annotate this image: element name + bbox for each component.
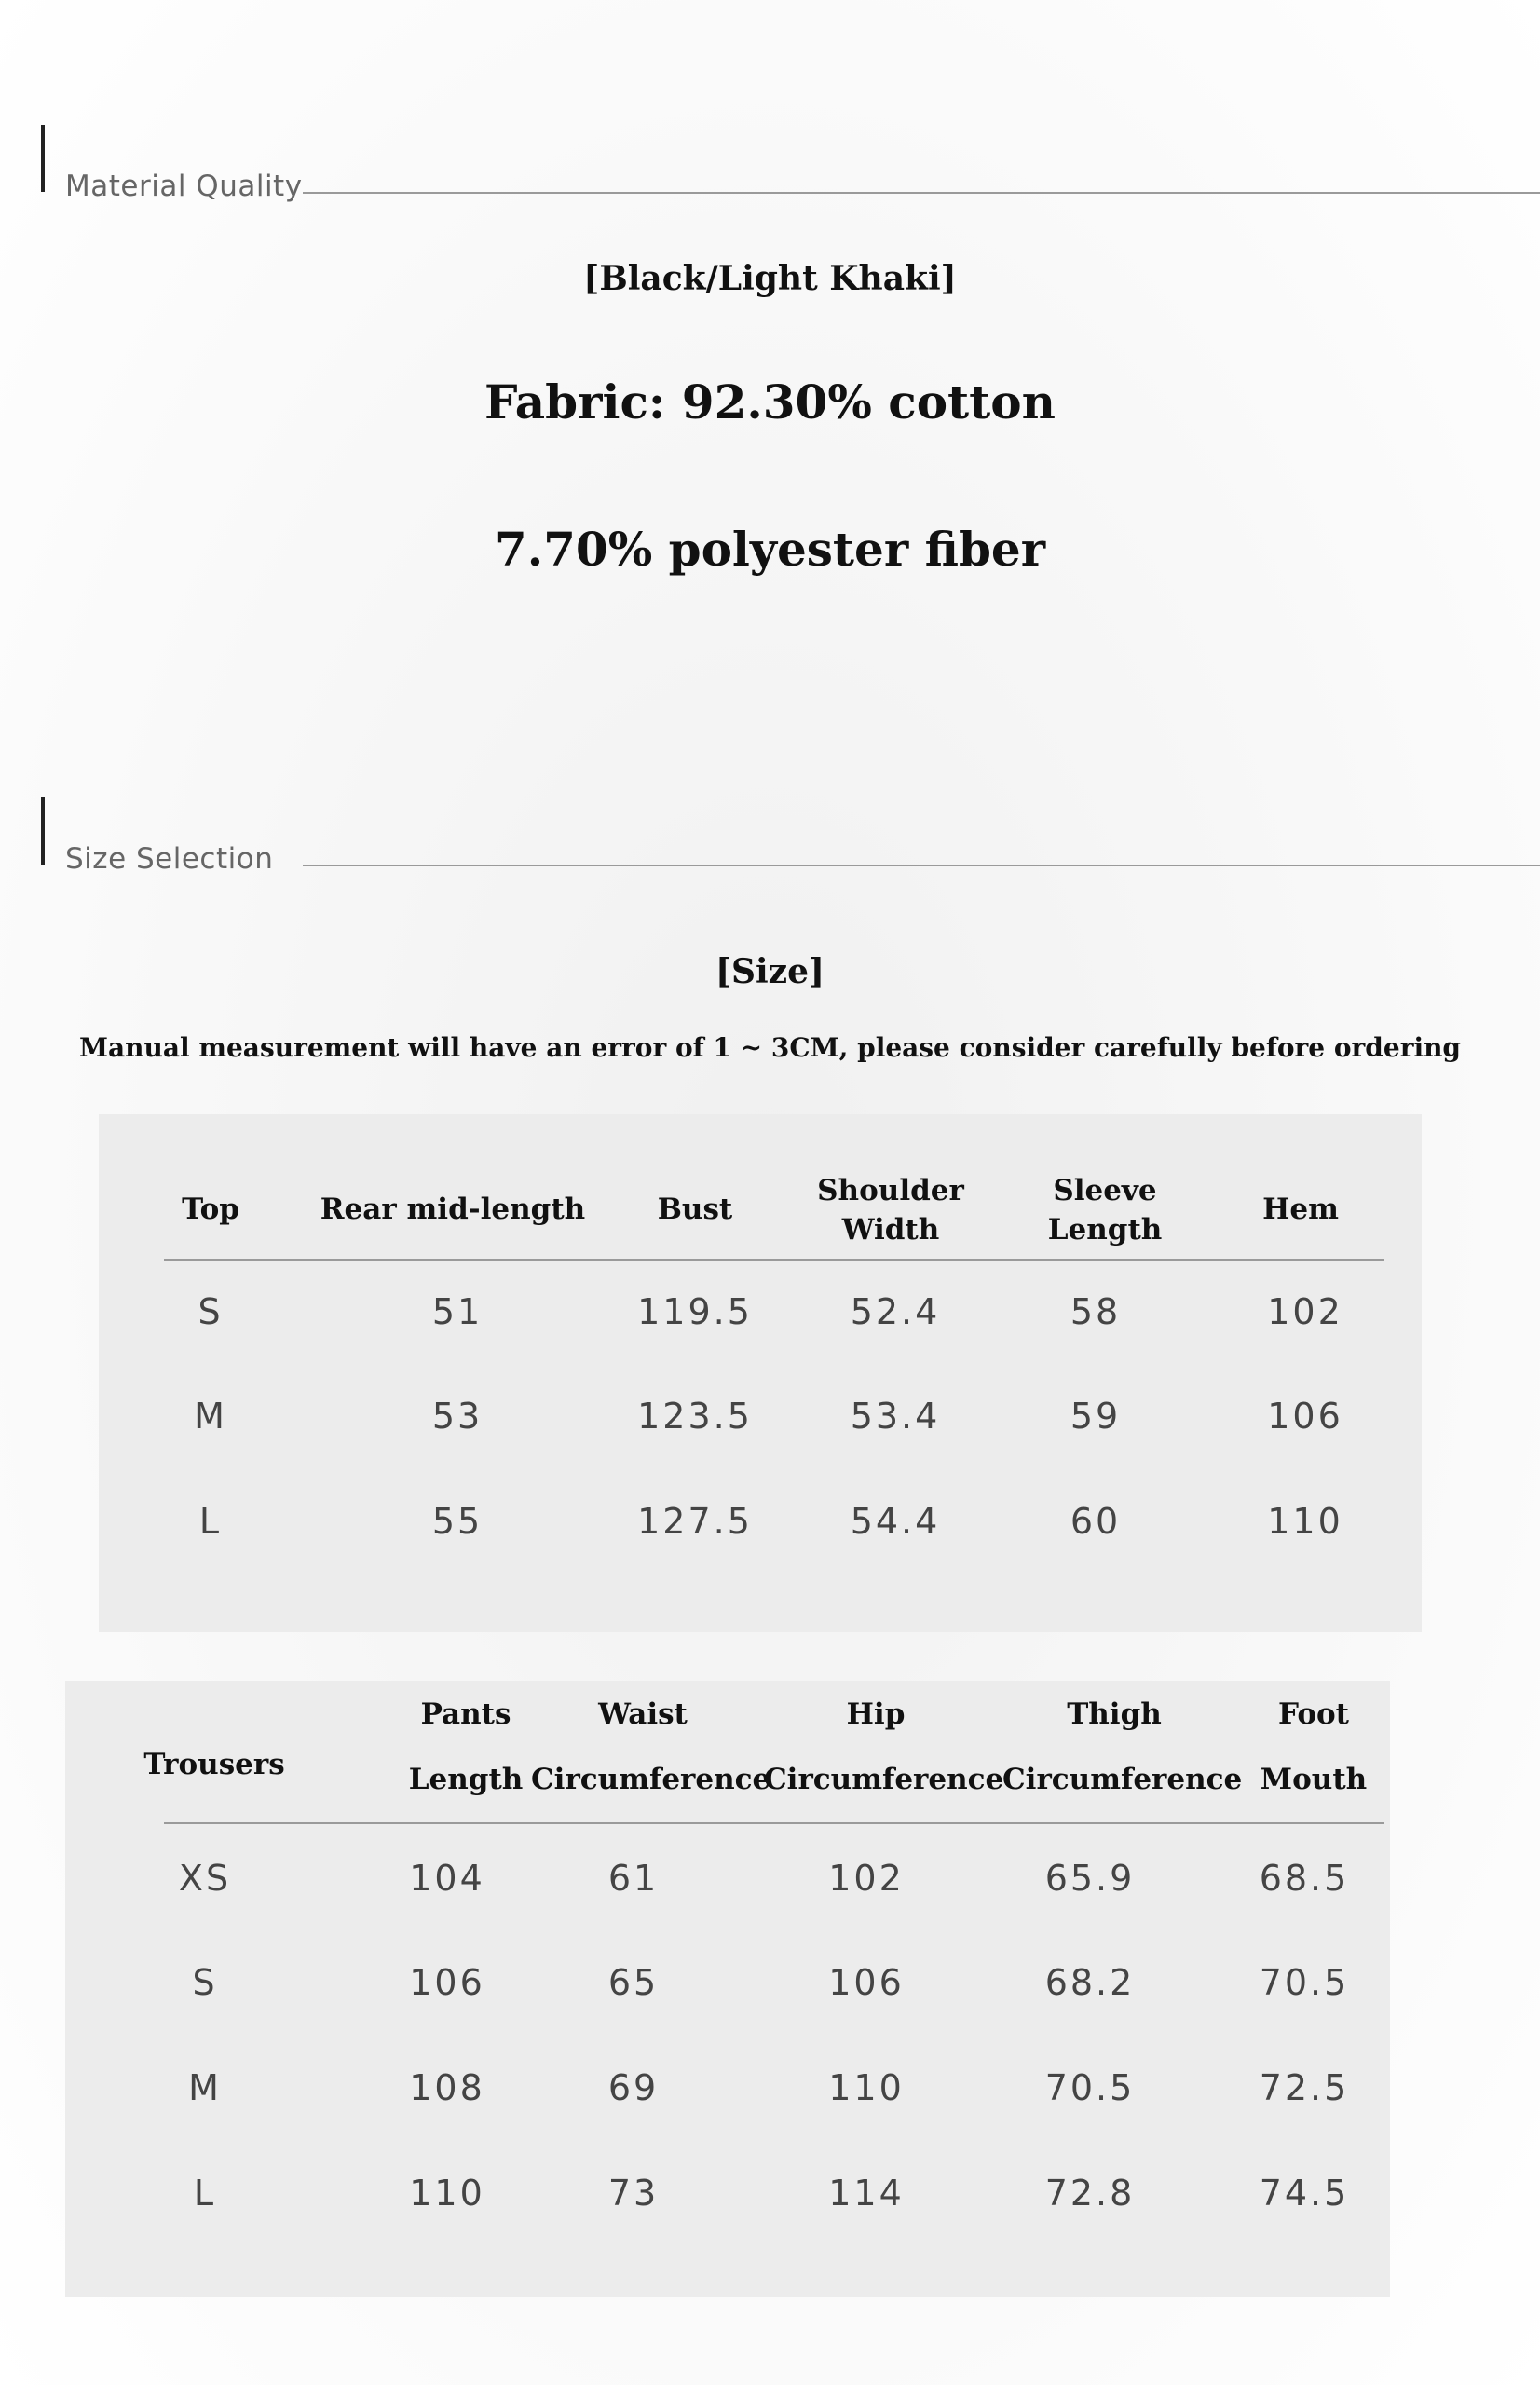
trousers-cell: 108 (409, 2067, 485, 2108)
trousers-header-line1: Foot (1278, 1697, 1349, 1731)
top-cell: 55 (431, 1501, 484, 1542)
trousers-cell: 72.5 (1259, 2067, 1350, 2108)
trousers-cell: L (193, 2173, 217, 2214)
trousers-cell: 70.5 (1259, 1962, 1350, 2003)
trousers-header-line1: Pants (420, 1697, 511, 1731)
trousers-cell: 68.2 (1044, 1962, 1136, 2003)
trousers-header-line2: Mouth (1260, 1763, 1368, 1796)
trousers-cell: 74.5 (1259, 2173, 1350, 2214)
top-cell: S (198, 1291, 224, 1332)
trousers-cell: 106 (409, 1962, 485, 2003)
material-quality-header (0, 121, 1540, 205)
trousers-cell: 65 (607, 1962, 660, 2003)
section-label: Material Quality (65, 170, 303, 203)
trousers-cell: 68.5 (1259, 1858, 1350, 1899)
top-header-top: Top (182, 1192, 239, 1226)
top-cell: 127.5 (637, 1501, 753, 1542)
trousers-header-line1: Thigh (1067, 1697, 1162, 1731)
trousers-header-line1: Waist (598, 1697, 688, 1731)
top-header-bust: Bust (657, 1192, 733, 1226)
top-cell: 110 (1267, 1501, 1343, 1542)
section-rule (303, 865, 1540, 866)
trousers-cell: 110 (828, 2067, 905, 2108)
trousers-cell: 102 (828, 1858, 905, 1899)
top-cell: 59 (1070, 1396, 1122, 1437)
top-header-hem: Hem (1262, 1192, 1339, 1226)
top-cell: 51 (431, 1291, 484, 1332)
trousers-cell: 69 (607, 2067, 660, 2108)
top-cell: 60 (1070, 1501, 1122, 1542)
trousers-cell: 73 (607, 2173, 660, 2214)
top-cell: 123.5 (637, 1396, 753, 1437)
fabric-line-2: 7.70% polyester fiber (494, 522, 1046, 577)
section-rule (303, 192, 1540, 194)
section-bar (41, 125, 45, 192)
size-selection-header (0, 794, 1540, 878)
trousers-header-line2: Length (408, 1763, 524, 1796)
trousers-header-line2: Circumference (1002, 1763, 1243, 1796)
top-size-table (99, 1114, 1422, 1632)
trousers-header-trousers: Trousers (143, 1748, 285, 1781)
top-cell: L (198, 1501, 223, 1542)
trousers-cell: 72.8 (1044, 2173, 1136, 2214)
trousers-header-line2: Circumference (531, 1763, 771, 1796)
trousers-cell: 104 (409, 1858, 485, 1899)
section-bar (41, 797, 45, 865)
trousers-cell: M (188, 2067, 222, 2108)
trousers-header-rule (164, 1822, 1384, 1824)
trousers-cell: 61 (607, 1858, 660, 1899)
trousers-cell: XS (178, 1858, 232, 1899)
trousers-cell: S (192, 1962, 218, 2003)
top-cell: 102 (1267, 1291, 1343, 1332)
trousers-header-line2: Circumference (764, 1763, 1004, 1796)
color-option: [Black/Light Khaki] (583, 259, 957, 298)
trousers-cell: 106 (828, 1962, 905, 2003)
top-header-rule (164, 1259, 1384, 1261)
trousers-header-line1: Hip (846, 1697, 906, 1731)
trousers-cell: 70.5 (1044, 2067, 1136, 2108)
top-header-rear-mid-length: Rear mid-length (320, 1192, 586, 1226)
section-label: Size Selection (65, 842, 274, 876)
fabric-line-1: Fabric: 92.30% cotton (484, 375, 1056, 429)
measurement-note: Manual measurement will have an error of 1 ~ 3CM, please consider carefully before ordering (78, 1032, 1462, 1063)
trousers-cell: 65.9 (1044, 1858, 1136, 1899)
top-cell: 58 (1070, 1291, 1122, 1332)
top-header-shoulder-width: Shoulder Width (817, 1174, 964, 1247)
top-cell: 54.4 (850, 1501, 941, 1542)
top-cell: M (194, 1396, 227, 1437)
top-header-sleeve-length: Sleeve Length (1047, 1174, 1163, 1247)
top-cell: 119.5 (637, 1291, 753, 1332)
top-cell: 52.4 (850, 1291, 941, 1332)
top-cell: 106 (1267, 1396, 1343, 1437)
top-cell: 53 (431, 1396, 484, 1437)
top-cell: 53.4 (850, 1396, 941, 1437)
trousers-cell: 110 (409, 2173, 485, 2214)
trousers-size-table (65, 1681, 1390, 2297)
trousers-cell: 114 (828, 2173, 905, 2214)
size-title: [Size] (715, 952, 825, 991)
